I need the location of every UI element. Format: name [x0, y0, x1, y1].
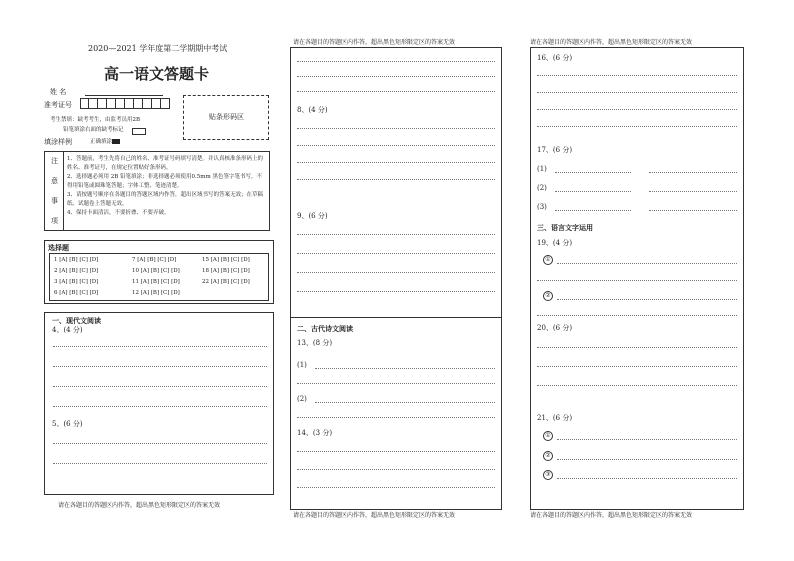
- notice-box: [44, 151, 270, 231]
- q16-label: 16、(6 分): [537, 54, 573, 62]
- q8-line-4[interactable]: [297, 179, 495, 180]
- q13-1-line-1[interactable]: [315, 368, 495, 369]
- q7-line-3[interactable]: [297, 91, 495, 92]
- q19-2-line-1[interactable]: [557, 299, 737, 300]
- q16-line-1[interactable]: [537, 75, 737, 76]
- choice-r3c3[interactable]: 22 [A] [B] [C] [D]: [202, 279, 250, 285]
- q14-line-3[interactable]: [297, 487, 495, 488]
- q19-2-line-2[interactable]: [537, 315, 737, 316]
- ticket-label: 准考证号: [44, 101, 72, 109]
- q13-sub2: (2): [297, 395, 307, 403]
- q5-line-1[interactable]: [53, 443, 267, 444]
- col1-footer: 请在各题目的答题区内作答，超出黑色矩形限定区的答案无效: [58, 502, 221, 509]
- q19-1-line-2[interactable]: [537, 280, 737, 281]
- notice-side-4: 项: [51, 217, 58, 225]
- fill-correct-sample: [112, 139, 120, 144]
- choice-r4c2[interactable]: 12 [A] [B] [C] [D]: [132, 290, 180, 296]
- col2-header: 请在各题目的答题区内作答，超出黑色矩形限定区的答案无效: [293, 39, 456, 46]
- q20-line-2[interactable]: [537, 366, 737, 367]
- q17-label: 17、(6 分): [537, 146, 573, 154]
- q17-2-line-a[interactable]: [555, 191, 631, 192]
- choice-r2c1[interactable]: 2 [A] [B] [C] [D]: [54, 268, 99, 274]
- notice-item-3: 3、请按题号顺序在各题目的答题区域内作答，超出区域书写的答案无效；在草稿纸、试题卷上答题无效。: [67, 192, 264, 207]
- q8-line-1[interactable]: [297, 128, 495, 129]
- q13-2-line-1[interactable]: [315, 402, 495, 403]
- choice-r2c3[interactable]: 18 [A] [B] [C] [D]: [202, 268, 250, 274]
- q8-line-2[interactable]: [297, 145, 495, 146]
- notice-side-2: 意: [51, 177, 58, 185]
- barcode-area: [183, 95, 269, 140]
- q21-1-line[interactable]: [557, 439, 737, 440]
- exam-title: 2020—2021 学年度第二学期期中考试: [88, 44, 228, 53]
- absent-mark-box[interactable]: [132, 128, 146, 135]
- q5-label: 5、(6 分): [52, 420, 83, 428]
- q21-circle-3: ③: [543, 470, 553, 480]
- q19-circle-2: ②: [543, 291, 553, 301]
- modern-reading-section: [44, 312, 274, 495]
- q9-line-1[interactable]: [297, 234, 495, 235]
- notice-side-3: 事: [51, 197, 58, 205]
- q9-line-2[interactable]: [297, 253, 495, 254]
- choice-r1c2[interactable]: 7 [A] [B] [C] [D]: [132, 257, 177, 263]
- q17-2-line-b[interactable]: [649, 191, 737, 192]
- col2-footer: 请在各题目的答题区内作答，超出黑色矩形限定区的答案无效: [293, 512, 456, 519]
- q13-sub1: (1): [297, 361, 307, 369]
- col3-footer: 请在各题目的答题区内作答，超出黑色矩形限定区的答案无效: [530, 512, 693, 519]
- choice-r1c3[interactable]: 15 [A] [B] [C] [D]: [202, 257, 250, 263]
- q14-line-1[interactable]: [297, 451, 495, 452]
- choice-r2c2[interactable]: 10 [A] [B] [C] [D]: [132, 268, 180, 274]
- q13-1-line-2[interactable]: [297, 383, 495, 384]
- absent-note-1: 考生禁填：缺考考生，由监考员用2B: [50, 117, 141, 123]
- section-3-title: 三、语言文字运用: [537, 223, 593, 232]
- name-field[interactable]: [85, 95, 163, 96]
- q20-line-1[interactable]: [537, 347, 737, 348]
- q14-label: 14、(3 分): [297, 429, 333, 437]
- q13-2-line-2[interactable]: [297, 417, 495, 418]
- choice-title: 选择题: [48, 243, 69, 252]
- q4-line-4[interactable]: [53, 406, 267, 407]
- choice-r3c2[interactable]: 11 [A] [B] [C] [D]: [132, 279, 180, 285]
- q13-label: 13、(8 分): [297, 339, 333, 347]
- choice-r3c1[interactable]: 3 [A] [B] [C] [D]: [54, 279, 99, 285]
- q9-line-3[interactable]: [297, 272, 495, 273]
- choice-grid[interactable]: [49, 253, 269, 301]
- q5-line-2[interactable]: [53, 463, 267, 464]
- notice-side-1: 注: [51, 157, 58, 165]
- q17-sub2: (2): [537, 184, 547, 192]
- q16-line-2[interactable]: [537, 92, 737, 93]
- q21-circle-2: ②: [543, 451, 553, 461]
- notice-item-4: 4、保持卡面清洁，不要折叠、不要弄破。: [67, 210, 170, 216]
- ticket-number-boxes[interactable]: [80, 98, 170, 109]
- card-title: 高一语文答题卡: [104, 65, 210, 83]
- section-2-title: 二、古代诗文阅读: [297, 324, 353, 333]
- notice-item-1: 1、答题前，考生先将自己的姓名、准考证号码填写清楚。并认真核准条形码上的姓名、准考证号，在规定位置贴好条形码。: [67, 156, 264, 171]
- q21-label: 21、(6 分): [537, 414, 573, 422]
- q20-label: 20、(6 分): [537, 324, 573, 332]
- q7-line-2[interactable]: [297, 76, 495, 77]
- name-label: 姓 名: [50, 88, 67, 96]
- col3-answer-box: [530, 47, 744, 510]
- q17-1-line-a[interactable]: [555, 172, 631, 173]
- q19-1-line-1[interactable]: [557, 263, 737, 264]
- q9-line-4[interactable]: [297, 291, 495, 292]
- q4-line-2[interactable]: [53, 366, 267, 367]
- q17-3-line-b[interactable]: [649, 210, 737, 211]
- q4-line-1[interactable]: [53, 346, 267, 347]
- q21-circle-1: ①: [543, 431, 553, 441]
- q4-label: 4、(4 分): [52, 326, 83, 334]
- choice-r4c1[interactable]: 6 [A] [B] [C] [D]: [54, 290, 99, 296]
- q17-1-line-b[interactable]: [649, 172, 737, 173]
- q17-sub1: (1): [537, 165, 547, 173]
- q8-line-3[interactable]: [297, 162, 495, 163]
- q19-label: 19、(4 分): [537, 239, 573, 247]
- q17-3-line-a[interactable]: [555, 210, 631, 211]
- q14-line-2[interactable]: [297, 469, 495, 470]
- col2-answer-box: [290, 47, 502, 510]
- barcode-label: 贴条形码区: [209, 113, 244, 121]
- choice-r1c1[interactable]: 1 [A] [B] [C] [D]: [54, 257, 99, 263]
- section-1-title: 一、现代文阅读: [52, 316, 101, 325]
- notice-item-2: 2、选择题必须用 2B 铅笔填涂；非选择题必须使用0.5mm 黑色签字笔书写，不得用铅笔或圆珠笔答题；字体工整、笔迹清楚。: [67, 174, 262, 189]
- q4-line-3[interactable]: [53, 386, 267, 387]
- q8-label: 8、(4 分): [297, 106, 328, 114]
- notice-items: [67, 155, 267, 218]
- q20-line-3[interactable]: [537, 385, 737, 386]
- q16-line-3[interactable]: [537, 109, 737, 110]
- choice-section: [44, 240, 274, 304]
- fill-correct-label: 正确填涂: [90, 139, 113, 145]
- q9-label: 9、(6 分): [297, 212, 328, 220]
- fill-sample-label: 填涂样例: [44, 138, 72, 146]
- q16-line-4[interactable]: [537, 126, 737, 127]
- q21-3-line[interactable]: [557, 478, 737, 479]
- q7-line-1[interactable]: [297, 61, 495, 62]
- q21-2-line[interactable]: [557, 459, 737, 460]
- col3-header: 请在各题目的答题区内作答，超出黑色矩形限定区的答案无效: [530, 39, 693, 46]
- q19-circle-1: ①: [543, 255, 553, 265]
- q17-sub3: (3): [537, 203, 547, 211]
- absent-note-2: 铅笔填涂右面的缺考标记: [63, 127, 124, 133]
